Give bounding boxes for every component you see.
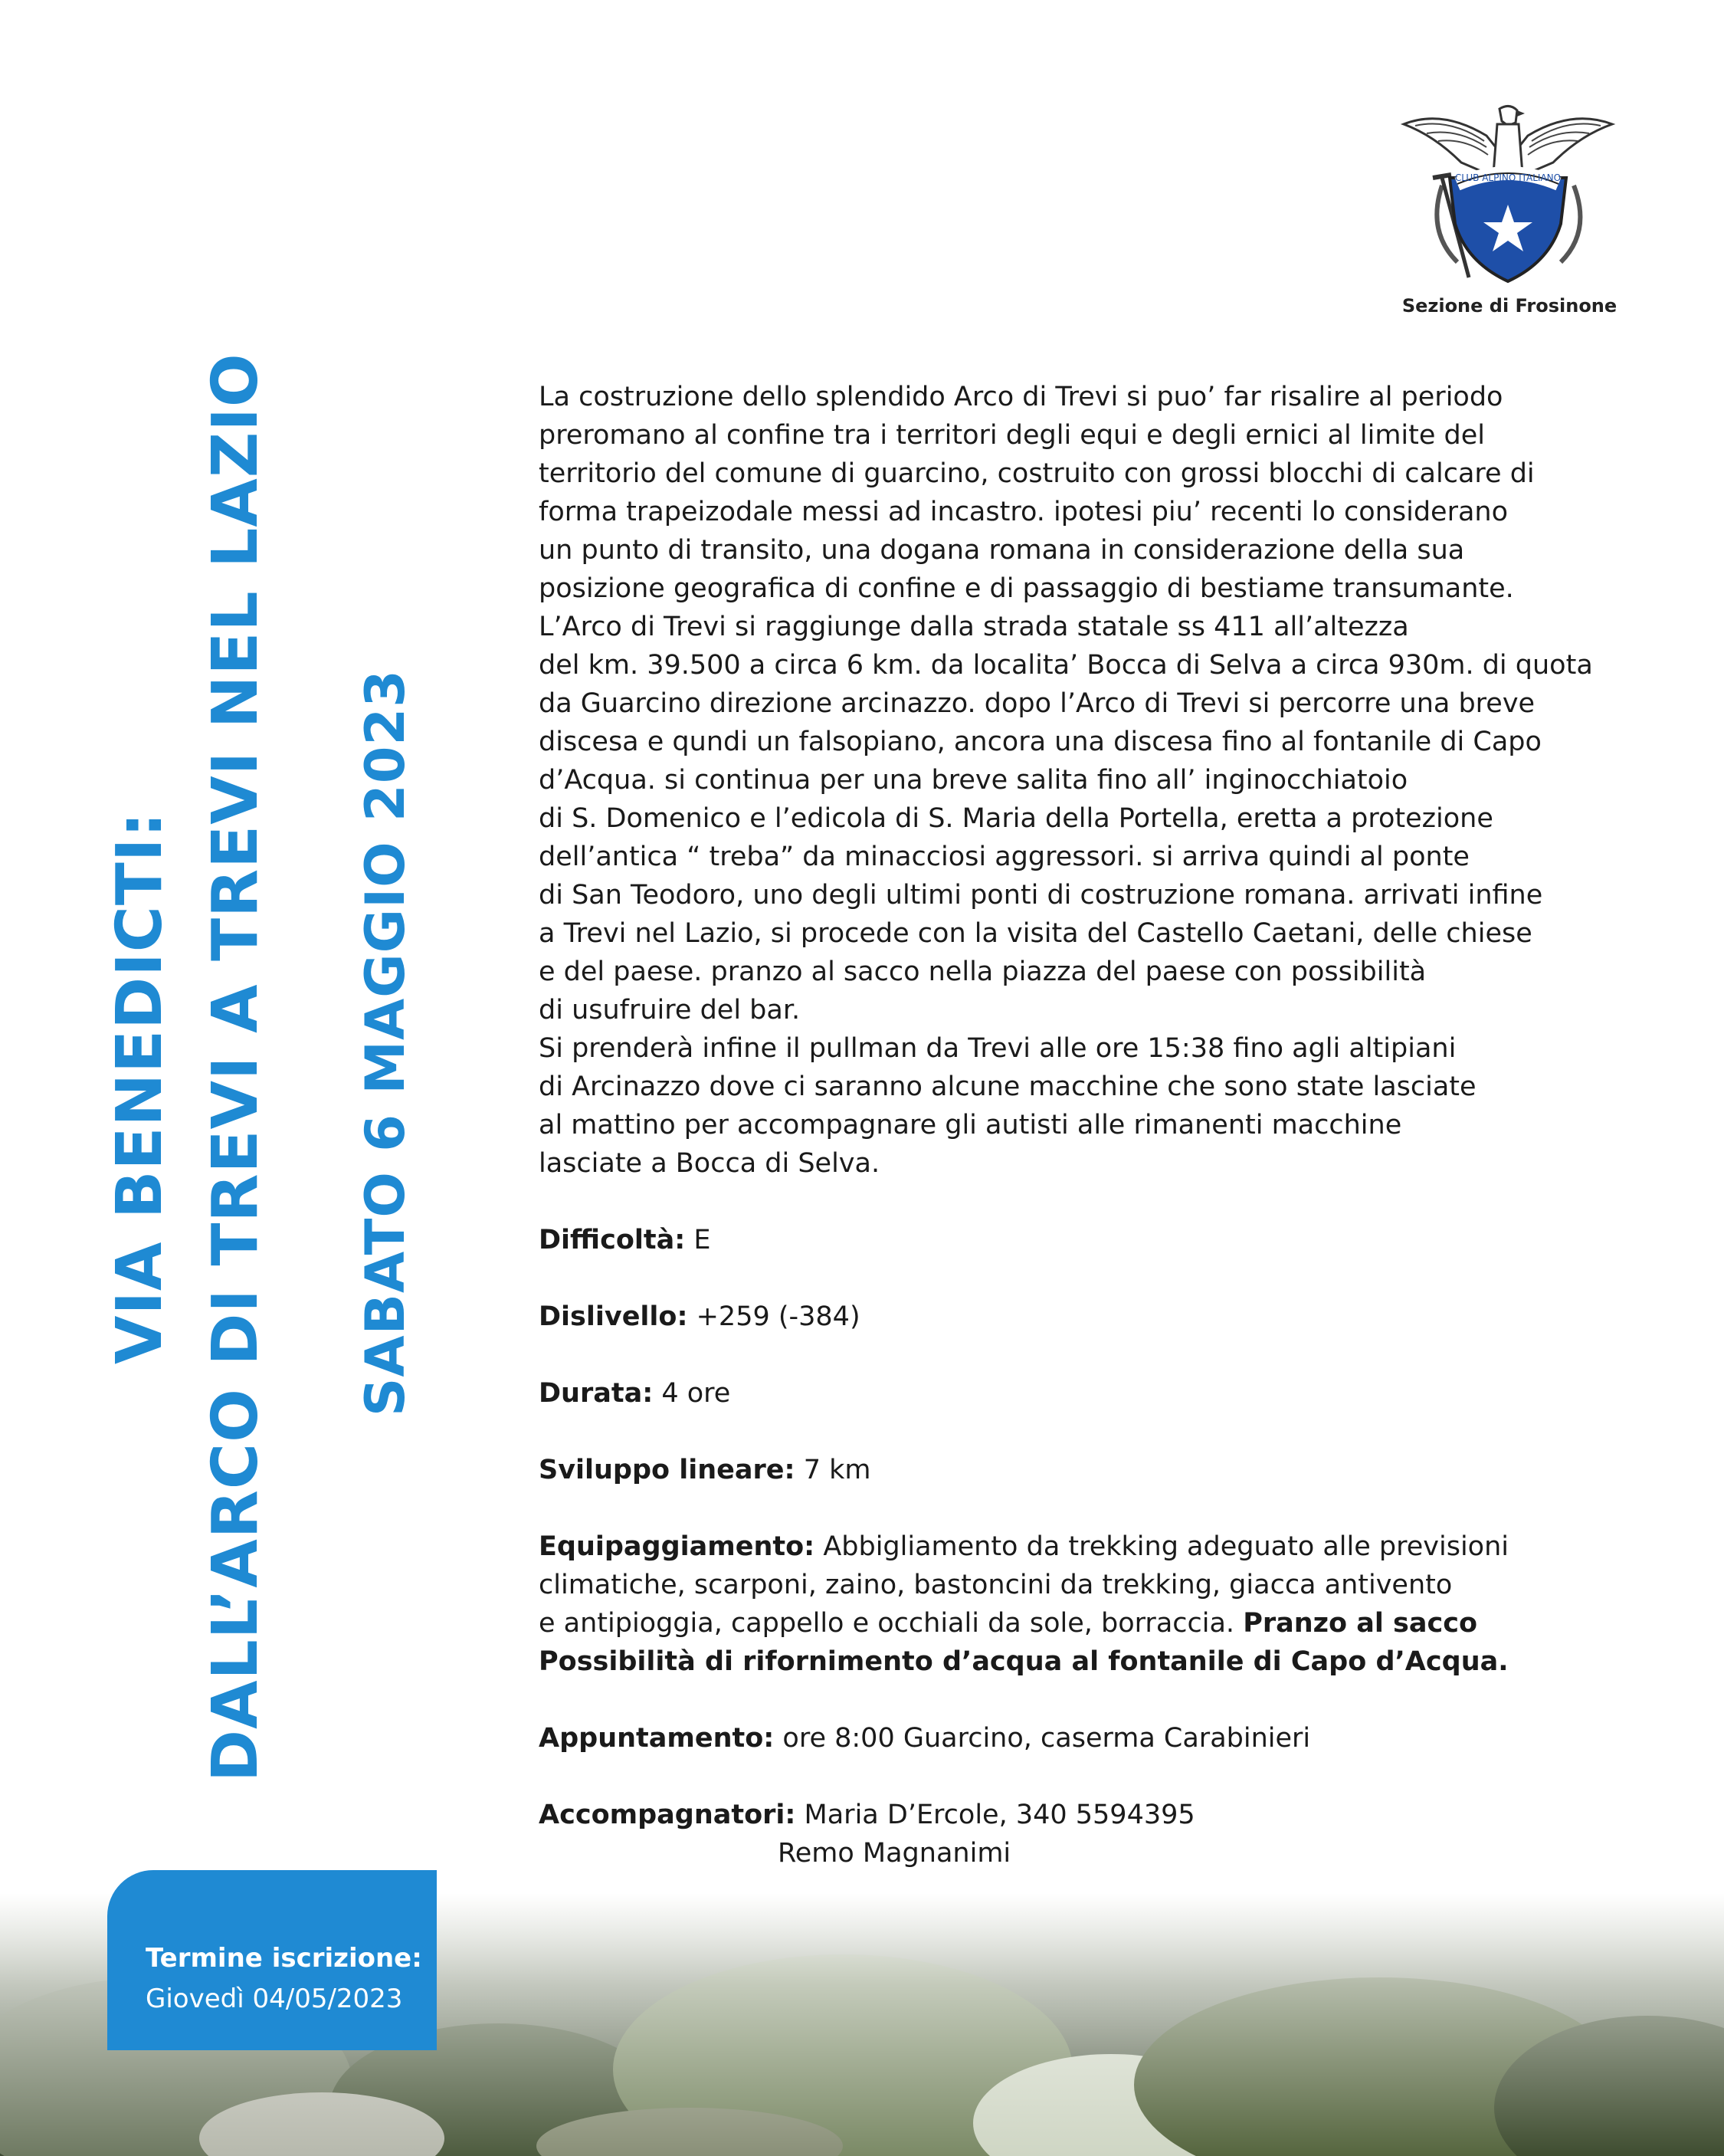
difficulty [539,1221,1611,1259]
description-line: da Guarcino direzione arcinazzo. dopo l’Arco di Trevi si percorre una breve [539,688,1536,719]
description-line: e del paese. pranzo al sacco nella piazza del paese con possibilità [539,957,1427,987]
equipment [539,1528,1611,1681]
description-line: dell’antica “ treba” da minacciosi aggressori. si arriva quindi al ponte [539,842,1470,872]
guides-label: Accompagnatori: [539,1800,796,1830]
registration-deadline [107,1870,437,2050]
logo-text: CLUB ALPINO ITALIANO [1454,172,1562,183]
meeting-label: Appuntamento: [539,1723,775,1754]
description-line: preromano al confine tra i territori degli equi e degli ernici al limite del [539,420,1485,451]
equipment-line: Abbigliamento da trekking adeguato alle previsioni [823,1531,1509,1562]
duration [539,1374,1611,1413]
title-line-2: DALL’ARCO DI TREVI A TREVI NEL LAZIO [199,353,272,1782]
content [539,378,1611,2026]
description-line: d’Acqua. si continua per una breve salita fino all’ inginocchiatoio [539,765,1408,796]
elevation-label: Dislivello: [539,1301,688,1332]
description-line: al mattino per accompagnare gli autisti alle rimanenti macchine [539,1110,1402,1140]
description [539,378,1611,1183]
description-line: territorio del comune di guarcino, costruito con grossi blocchi di calcare di [539,458,1535,489]
description-line: di Arcinazzo dove ci saranno alcune macchine che sono state lasciate [539,1071,1477,1102]
equipment-label: Equipaggiamento: [539,1531,815,1562]
description-line: un punto di transito, una dogana romana in considerazione della sua [539,535,1465,566]
section-label: Sezione di Frosinone [1401,295,1617,317]
distance-label: Sviluppo lineare: [539,1455,795,1485]
cai-logo-icon [1396,101,1618,289]
description-line: La costruzione dello splendido Arco di Trevi si puo’ far risalire al periodo [539,382,1503,412]
duration-value: 4 ore [661,1378,731,1409]
description-line: Si prenderà infine il pullman da Trevi alle ore 15:38 fino agli altipiani [539,1033,1457,1064]
description-line: a Trevi nel Lazio, si procede con la visita del Castello Caetani, delle chiese [539,918,1532,949]
meeting-value: ore 8:00 Guarcino, caserma Carabinieri [782,1723,1311,1754]
description-line: L’Arco di Trevi si raggiunge dalla strada statale ss 411 all’altezza [539,612,1409,642]
difficulty-label: Difficoltà: [539,1225,686,1255]
equipment-line: e antipioggia, cappello e occhiali da sole, borraccia. [539,1608,1235,1639]
equipment-water: Possibilità di rifornimento d’acqua al fontanile di Capo d’Acqua. [539,1646,1509,1677]
description-line: del km. 39.500 a circa 6 km. da localita’ Bocca di Selva a circa 930m. di quota [539,650,1593,681]
guides [539,1796,1611,1872]
meeting [539,1719,1611,1757]
event-date: SABATO 6 MAGGIO 2023 [354,669,417,1416]
deadline-date: Giovedì 04/05/2023 [146,1984,403,2014]
elevation-value: +259 (-384) [696,1301,860,1332]
equipment-line: climatiche, scarponi, zaino, bastoncini da trekking, giacca antivento [539,1570,1453,1600]
duration-label: Durata: [539,1378,654,1409]
title-line-1: VIA BENEDICTI: [103,811,176,1364]
distance [539,1451,1611,1489]
difficulty-value: E [693,1225,711,1255]
description-line: forma trapeizodale messi ad incastro. ipotesi piu’ recenti lo considerano [539,497,1509,527]
deadline-label: Termine iscrizione: [146,1943,422,1974]
elevation [539,1298,1611,1336]
guide-1: Maria D’Ercole, 340 5594395 [804,1800,1195,1830]
equipment-lunch: Pranzo al sacco [1243,1608,1478,1639]
description-line: di usufruire del bar. [539,995,801,1025]
description-line: posizione geografica di confine e di passaggio di bestiame transumante. [539,573,1514,604]
description-line: lasciate a Bocca di Selva. [539,1148,880,1179]
description-line: di S. Domenico e l’edicola di S. Maria della Portella, eretta a protezione [539,803,1493,834]
description-line: discesa e qundi un falsopiano, ancora una discesa fino al fontanile di Capo [539,727,1542,757]
distance-value: 7 km [803,1455,871,1485]
description-line: di San Teodoro, uno degli ultimi ponti di costruzione romana. arrivati infine [539,880,1543,911]
guide-2: Remo Magnanimi [778,1838,1011,1869]
